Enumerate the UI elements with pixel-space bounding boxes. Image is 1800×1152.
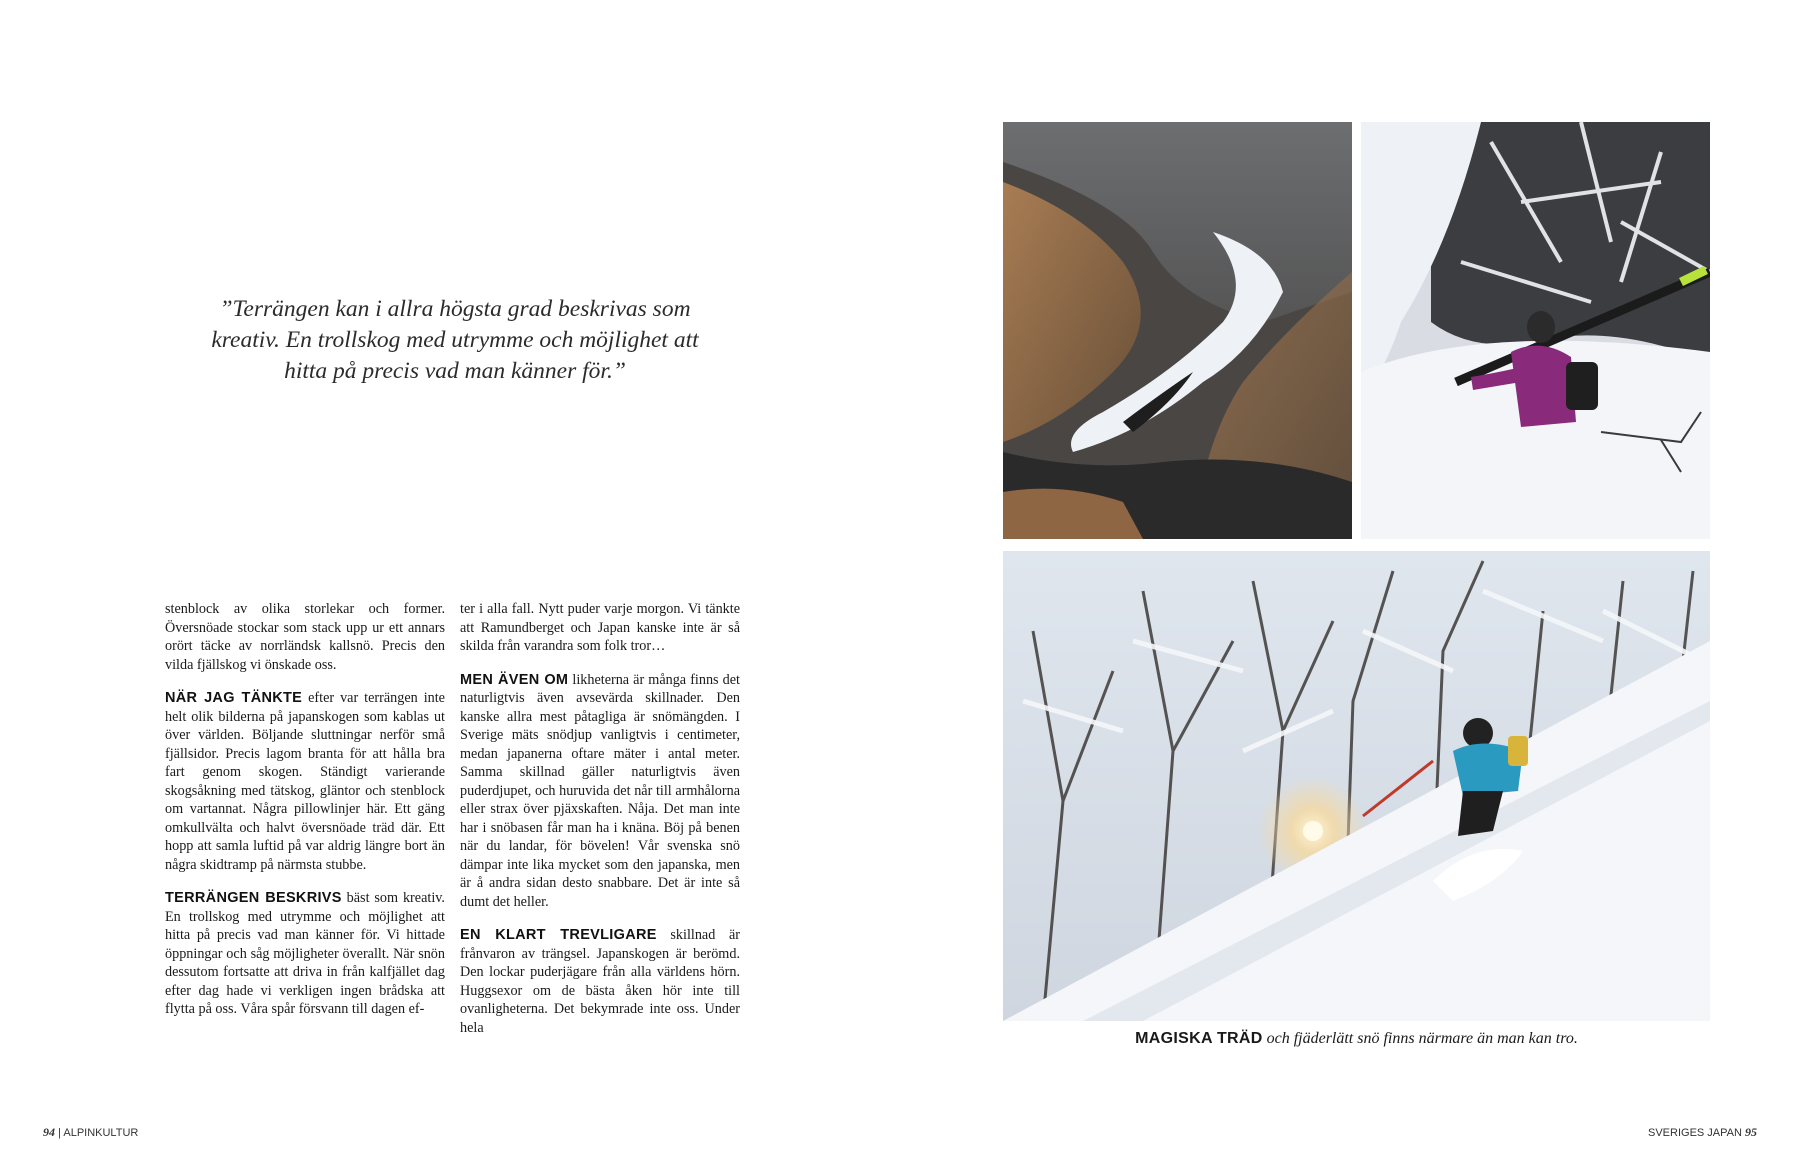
page-number: 94: [43, 1125, 55, 1139]
paragraph-lead-in: EN KLART TREVLIGARE: [460, 927, 657, 943]
paragraph-text: skillnad är frånvaron av trängsel. Japanskogen är berömd. Den lockar puderjägare från alla världens hörn. Huggsexor om de bästa åken hör inte till ovanligheterna. Det bekymrade inte oss. Under hela: [460, 927, 740, 1036]
paragraph-text: likheterna är många finns det naturligtvis även avsevärda skillnader. Den kanske allra mest påtagliga är snömängden. I Sverige mäts snödjup vanligtvis i centimeter, medan japanerna oftare mäter i antal meter. Samma skillnad gäller naturligtvis även puderdjupet, och huruvida det når till armhålorna eller strax över pjäxskaften. Nåja. Det man inte har i snöbasen får man ha i knäna. Böj på benen när du landar, för bövelen! Vår svenska snö dämpar inte lika mycket som den japanska, men är å andra sidan desto snabbare. Det är inte så dumt det heller.: [460, 671, 740, 910]
paragraph: ter i alla fall. Nytt puder varje morgon. Vi tänkte att Ramundberget och Japan kanske inte är så skilda från varandra som folk tror…: [460, 601, 740, 654]
text-column-2: [460, 600, 740, 1052]
paragraph: [165, 689, 445, 874]
paragraph-text: bäst som kreativ. En trollskog med utrymme och möjlighet att hitta på precis vad man känner för. Vi hittade öppningar och såg möjligheter överallt. När snön dessutom fortsatte att driva in från kalfjället dag efter dag hade vi verkligen ingen brådska att flytta på oss. Våra spår försvann till dagen ef-: [165, 890, 445, 1017]
section-name: | ALPINKULTUR: [55, 1127, 139, 1139]
folio-left: [43, 1125, 138, 1140]
paragraph-lead-in: TERRÄNGEN BESKRIVS: [165, 890, 342, 906]
paragraph: [460, 671, 740, 912]
photo-river-forest: [1003, 122, 1352, 539]
paragraph: [165, 889, 445, 1019]
section-name: SVERIGES JAPAN: [1648, 1127, 1745, 1139]
paragraph: stenblock av olika storlekar och former. Översnöade stockar som stack upp ur ett annars orört täcke av norrländsk kallsnö. Precis den vilda fjällskog vi önskade oss.: [165, 601, 445, 673]
caption-lead-in: MAGISKA TRÄD: [1135, 1030, 1263, 1047]
paragraph: [460, 926, 740, 1037]
page-number: 95: [1745, 1125, 1757, 1139]
caption-text: och fjäderlätt snö finns närmare än man kan tro.: [1262, 1030, 1578, 1047]
text-column-1: [165, 600, 445, 1034]
paragraph-text: efter var terrängen inte helt olik bilderna på japanskogen som kablas ut över världen. Böljande sluttningar nerför små fjällsidor. Precis lagom branta för att hålla bra fart genom skogen. Ständigt varierande skogsåkning med tätskog, gläntor och stenblock om vartannat. Några pillowlinjer här. Ett gäng omkullvälta och halvt översnöade träd där. Ett hopp att samla luftid på var aldrig längre bort än några skidtramp på närmsta stubbe.: [165, 690, 445, 873]
photo-caption: [1003, 1030, 1710, 1048]
photo-skier-carrying-skis: [1361, 122, 1710, 539]
pull-quote: ”Terrängen kan i allra högsta grad beskrivas som kreativ. En trollskog med utrymme och möjlighet att hitta på precis vad man känner för.”: [211, 296, 699, 384]
paragraph-lead-in: MEN ÄVEN OM: [460, 671, 569, 688]
photo-skier-powder: [1003, 551, 1710, 1021]
folio-right: [1648, 1125, 1757, 1140]
paragraph-lead-in: NÄR JAG TÄNKTE: [165, 690, 303, 706]
